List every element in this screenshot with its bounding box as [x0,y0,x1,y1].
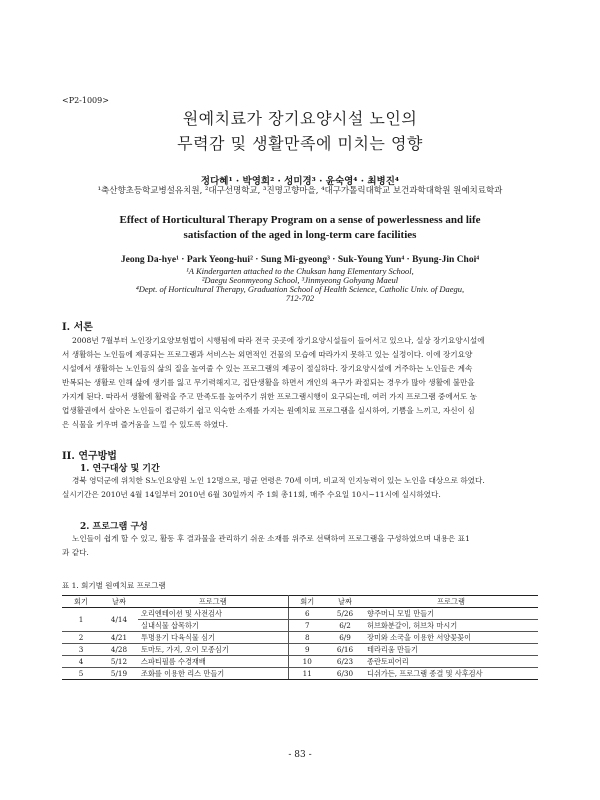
title-ko-line-1: 원예치료가 장기요양시설 노인의 [182,109,418,128]
session-cell: 10 [288,656,326,668]
table-header-row [62,596,538,608]
title-en-line-2: satisfaction of the aged in long-term care facilities [183,229,417,241]
session-cell: 9 [288,644,326,656]
page-number: - 83 - [288,750,312,760]
session-cell: 11 [288,668,326,680]
program-cell: 허브화분갈이, 허브차 마시기 [364,620,538,632]
program-table [62,595,538,680]
header-session: 회기 [288,596,326,608]
table-row [62,608,538,620]
session-cell: 7 [288,620,326,632]
program-cell: 종란토피어리 [364,656,538,668]
header-session: 회기 [62,596,100,608]
subjects-paragraph [62,474,538,502]
authors-en: Jeong Da-hye¹ · Park Yeong-hui² · Sung Mi-gyeong³ · Suk-Young Yun⁴ · Byung-Jin Choi⁴ [120,255,480,265]
program-cell: 테라리움 만들기 [364,644,538,656]
date-cell: 6/9 [326,632,364,644]
section-heading-introduction: I. 서론 [62,322,93,333]
session-cell: 2 [62,632,100,644]
paragraph-line: 업생활권에서 살아온 노인들이 접근하기 쉽고 익숙한 소재를 가지는 원예치료 프로그램을 실시하여, 기쁨을 느끼고, 자신이 심 [62,406,475,415]
header-date: 날짜 [100,596,138,608]
date-cell: 4/21 [100,632,138,644]
affiliation-en-line: 712-702 [285,293,315,303]
date-cell: 5/26 [326,608,364,620]
authors-ko: 정다혜¹ · 박영희² · 성미경³ · 윤숙영⁴ · 최병진⁴ [200,176,400,187]
table-row [62,644,538,656]
affiliations-ko: ¹축산향초등학교병설유치원, ²대구선명학교, ³진명고향마을, ⁴대구가톨릭대학교 보건과학대학원 원예치료학과 [97,186,503,196]
table-row [62,656,538,668]
session-cell: 3 [62,644,100,656]
session-cell: 6 [288,608,326,620]
paragraph-line: 시설에서 생활하는 노인들의 삶의 질을 높여줄 수 있는 프로그램의 제공이 절실하다. 장기요양시설에 거주하는 노인들은 계속 [62,364,473,373]
session-cell: 8 [288,632,326,644]
header-date: 날짜 [326,596,364,608]
title-ko-line-2: 무력감 및 생활만족에 미치는 영향 [177,134,423,153]
program-cell: 오리엔테이션 및 사전검사 [138,608,288,620]
paragraph-line: 반복되는 생활로 인해 삶에 생기를 잃고 무기력해지고, 집단생활을 하면서 개인의 욕구가 좌절되는 경우가 많아 생활에 불만을 [62,378,475,387]
header-program: 프로그램 [364,596,538,608]
paragraph-line: 과 같다. [62,548,89,557]
paragraph-line: 경북 영덕군에 위치한 S노인요양원 노인 12명으로, 평균 연령은 70세 이며, 비교적 인지능력이 있는 노인을 대상으로 하였다. [72,476,485,485]
paragraph-line: 은 식물을 키우며 즐거움을 느낄 수 있도록 하였다. [62,420,229,429]
date-cell: 4/28 [100,644,138,656]
date-cell: 6/23 [326,656,364,668]
program-cell: 조화를 이용한 리스 만들기 [138,668,288,680]
session-cell: 4 [62,656,100,668]
program-cell: 투명용기 다육식물 심기 [138,632,288,644]
header-program: 프로그램 [138,596,288,608]
table-row [62,632,538,644]
table-caption: 표 1. 회기별 원예치료 프로그램 [62,581,166,590]
affiliation-en-line: ²Daegu Seonmyeong School, ³Jinmyeong Gohyang Maeul [201,275,399,285]
paper-code: <P2-1009> [62,96,109,105]
paragraph-line: 노인들이 쉽게 할 수 있고, 활동 후 결과물을 관리하기 쉬운 소재를 위주로 선택하여 프로그램을 구성하였으며 내용은 표1 [72,534,470,543]
section-heading-methods: II. 연구방법 [62,451,117,462]
subsection-heading-subjects: 1. 연구대상 및 기간 [80,464,160,474]
subsection-heading-program: 2. 프로그램 구성 [80,522,148,532]
affiliation-en-line: ⁴Dept. of Horticultural Therapy, Graduation School of Health Science, Catholic Univ. of Daegu, [135,284,465,294]
date-cell: 6/2 [326,620,364,632]
program-cell: 디쉬가든, 프로그램 종결 및 사후검사 [364,668,538,680]
date-cell: 4/14 [100,608,138,632]
paragraph-line: 가지게 된다. 따라서 생활에 활력을 주고 만족도를 높여주기 위한 프로그램시행이 요구되는데, 여러 가지 프로그램 중에서도 농 [62,392,478,401]
paragraph-line: 실시기간은 2010년 4월 14일부터 2010년 6월 30일까지 주 1회 총11회, 매주 수요일 10시~11시에 실시하였다. [62,490,441,499]
program-cell: 실내식물 삽목하기 [138,620,288,632]
paragraph-line: 서 생활하는 노인들에 제공되는 프로그램과 서비스는 외면적인 건물의 모습에 따라가지 못하고 있는 실정이다. 이에 장기요양 [62,350,473,359]
program-cell: 스파티필름 수경재배 [138,656,288,668]
program-cell: 장미와 소국을 이용한 서양꽃꽂이 [364,632,538,644]
affiliation-en-line: ¹A Kindergarten attached to the Chuksan hang Elementary School, [186,266,414,276]
date-cell: 6/30 [326,668,364,680]
program-cell: 향주머니 모빌 만들기 [364,608,538,620]
date-cell: 5/12 [100,656,138,668]
date-cell: 6/16 [326,644,364,656]
table-row [62,668,538,680]
session-cell: 1 [62,608,100,632]
program-cell: 토마토, 가지, 오이 모종심기 [138,644,288,656]
paragraph-line: 2008년 7월부터 노인장기요양보험법이 시행됨에 따라 전국 곳곳에 장기요양시설들이 들어서고 있으나, 실상 장기요양시설에 [72,336,485,345]
date-cell: 5/19 [100,668,138,680]
session-cell: 5 [62,668,100,680]
introduction-paragraph [62,334,538,432]
program-paragraph [62,532,538,560]
title-en-line-1: Effect of Horticultural Therapy Program on a sense of powerlessness and life [119,214,481,226]
